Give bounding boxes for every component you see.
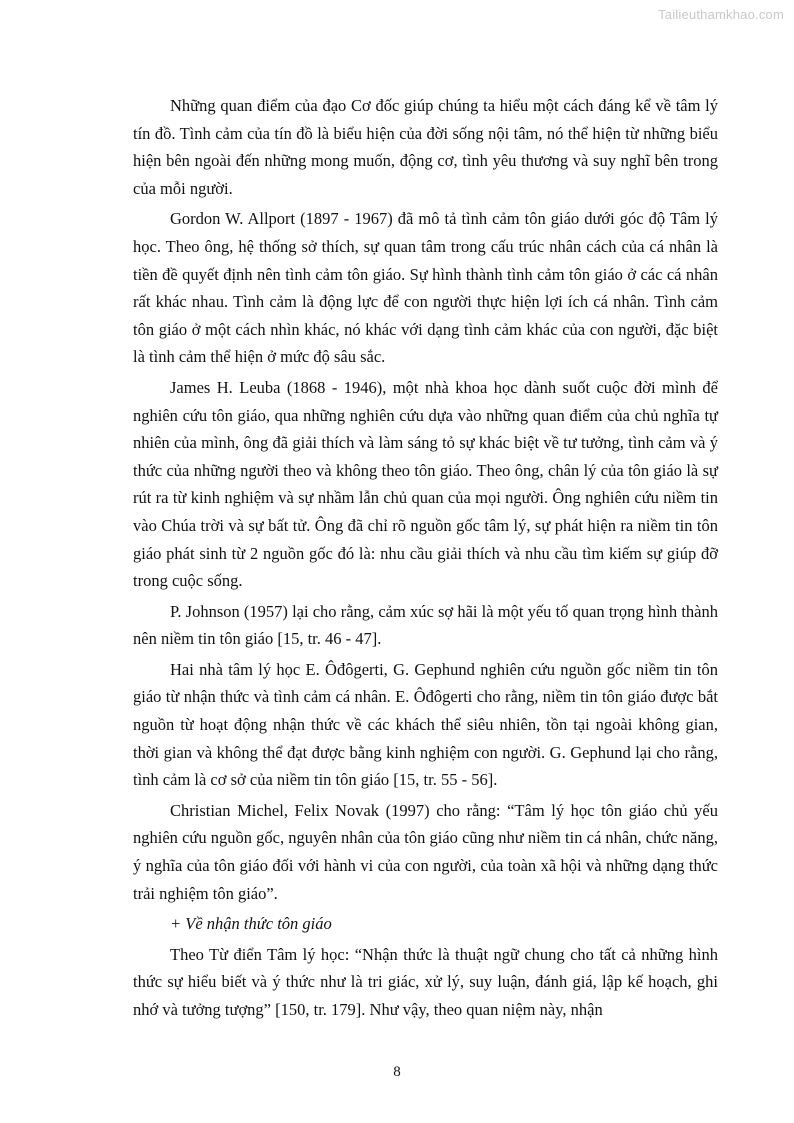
page-number: 8	[393, 1064, 401, 1080]
paragraph-michel-novak: Christian Michel, Felix Novak (1997) cho rằng: “Tâm lý học tôn giáo chủ yếu nghiên cứu nguồn gốc, nguyên nhân của tôn giáo cũng như niềm tin cá nhân, chức năng, ý nghĩa của tôn giáo đối với hành vi của con người, của toàn xã hội và những dạng thức trải nghiệm tôn giáo”.	[133, 800, 718, 903]
paragraph-odogerti-gephund: Hai nhà tâm lý học E. Ôđôgerti, G. Gephund nghiên cứu nguồn gốc niềm tin tôn giáo từ nhận thức và tình cảm cá nhân. E. Ôđôgerti cho rằng, niềm tin tôn giáo được bắt nguồn từ hoạt động nhận thức về các khách thể siêu nhiên, tồn tại ngoài không gian, thời gian và không thể đạt được bằng kinh nghiệm con người. G. Gephund lại cho rằng, tình cảm là cơ sở của niềm tin tôn giáo [15, tr. 55 - 56].	[133, 659, 718, 790]
document-body	[133, 92, 718, 1027]
paragraph-johnson: P. Johnson (1957) lại cho rằng, cảm xúc sợ hãi là một yếu tố quan trọng hình thành nên niềm tin tôn giáo [15, tr. 46 - 47].	[133, 601, 718, 649]
paragraph-allport: Gordon W. Allport (1897 - 1967) đã mô tả tình cảm tôn giáo dưới góc độ Tâm lý học. Theo ông, hệ thống sở thích, sự quan tâm trong cấu trúc nhân cách của cá nhân là tiền đề quyết định nên tình cảm tôn giáo. Sự hình thành tình cảm tôn giáo ở các cá nhân rất khác nhau. Tình cảm là động lực để con người thực hiện lợi ích cá nhân. Tình cảm tôn giáo ở một cách nhìn khác, nó khác với dạng tình cảm khác của con người, đặc biệt là tình cảm thể hiện ở mức độ sâu sắc.	[133, 209, 718, 367]
paragraph-christian-doctrine: Những quan điểm của đạo Cơ đốc giúp chúng ta hiểu một cách đáng kể về tâm lý tín đồ. Tình cảm của tín đồ là biểu hiện của đời sống nội tâm, nó thể hiện từ những biểu hiện bên ngoài đến những mong muốn, động cơ, tình yêu thương và suy nghĩ bên trong của mỗi người.	[133, 96, 718, 198]
watermark: Tailieuthamkhao.com	[658, 7, 784, 22]
section-heading-religious-cognition: + Về nhận thức tôn giáo	[170, 914, 332, 934]
paragraph-dictionary-definition: Theo Từ điển Tâm lý học: “Nhận thức là thuật ngữ chung cho tất cả những hình thức sự hiểu biết và ý thức như là tri giác, xử lý, suy luận, đánh giá, lập kế hoạch, ghi nhớ và tưởng tượng” [150, tr. 179]. Như vậy, theo quan niệm này, nhận	[133, 944, 718, 1019]
paragraph-leuba: James H. Leuba (1868 - 1946), một nhà khoa học dành suốt cuộc đời mình để nghiên cứu tôn giáo, qua những nghiên cứu dựa vào những quan điểm của chủ nghĩa tự nhiên của mình, ông đã giải thích và làm sáng tỏ sự khác biệt về tư tưởng, tình cảm và ý thức của những người theo và không theo tôn giáo. Theo ông, chân lý của tôn giáo là sự rút ra từ kinh nghiệm và sự nhầm lẫn chủ quan của mọi người. Ông nghiên cứu niềm tin vào Chúa trời và sự bất tử. Ông đã chỉ rõ nguồn gốc tâm lý, sự phát hiện ra niềm tin tôn giáo phát sinh từ 2 nguồn gốc đó là: nhu cầu giải thích và nhu cầu tìm kiếm sự giúp đỡ trong cuộc sống.	[133, 377, 718, 591]
